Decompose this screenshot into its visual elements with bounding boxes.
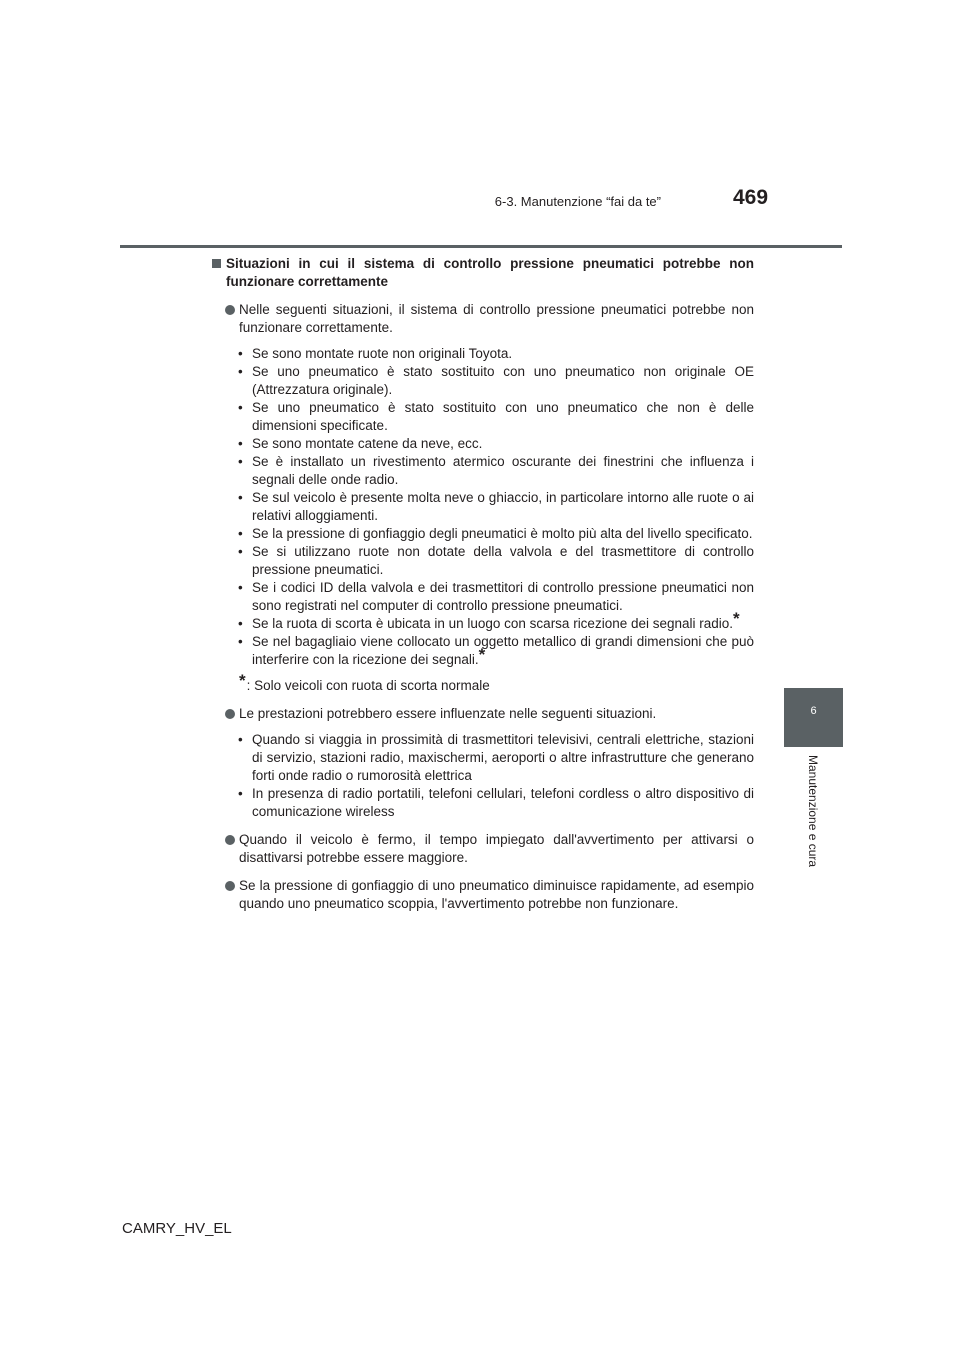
bullet-mark: • [238, 364, 243, 379]
list-item-text: Se la pressione di gonfiaggio degli pneumatici è molto più alta del livello specificato. [252, 526, 753, 541]
chapter-label: Manutenzione e cura [806, 755, 820, 868]
chapter-tab [784, 688, 843, 747]
chapter-label-box [784, 755, 843, 885]
footnote [239, 671, 754, 695]
list-item [238, 435, 754, 453]
bullet-mark: • [238, 346, 243, 361]
paragraph [212, 301, 754, 337]
document-code: CAMRY_HV_EL [122, 1220, 232, 1237]
list-item-text: Se sono montate ruote non originali Toyota. [252, 346, 513, 361]
paragraph-text: Quando il veicolo è fermo, il tempo impiegato dall'avvertimento per attivarsi o disattivarsi potrebbe essere maggiore. [239, 832, 754, 865]
paragraph-text: Le prestazioni potrebbero essere influenzate nelle seguenti situazioni. [239, 706, 657, 721]
asterisk-note-mark: * [733, 609, 740, 628]
list-item-text: Se la ruota di scorta è ubicata in un luogo con scarsa ricezione dei segnali radio. [252, 616, 734, 631]
list-item [238, 453, 754, 489]
list-item [238, 579, 754, 615]
bullet-mark: • [238, 544, 243, 559]
list-item-text: Quando si viaggia in prossimità di trasmettitori televisivi, centrali elettriche, stazioni di servizio, stazioni radio, maxischermi, aeroporti o altre infrastrutture che generano forti onde radio o rumorosità elettrica [252, 732, 754, 783]
list-item [238, 525, 754, 543]
situation-list [212, 731, 754, 821]
list-item [238, 543, 754, 579]
section-heading-text: Situazioni in cui il sistema di controllo pressione pneumatici potrebbe non funzionare correttamente [226, 256, 754, 289]
list-item-text: Se uno pneumatico è stato sostituito con uno pneumatico non originale OE (Attrezzatura originale). [252, 364, 754, 397]
square-bullet-icon [212, 259, 221, 268]
asterisk-note-mark: * [239, 671, 246, 690]
chapter-number: 6 [810, 705, 817, 717]
bullet-mark: • [238, 454, 243, 469]
bullet-mark: • [238, 616, 243, 631]
section-title: 6-3. Manutenzione “fai da te” [494, 194, 661, 209]
circle-bullet-icon [225, 305, 235, 315]
main-content [212, 255, 754, 913]
list-item [238, 345, 754, 363]
page-number: 469 [733, 186, 769, 209]
paragraph-text: Se la pressione di gonfiaggio di uno pneumatico diminuisce rapidamente, ad esempio quando uno pneumatico scoppia, l'avvertimento potrebbe non funzionare. [239, 878, 754, 911]
bullet-mark: • [238, 490, 243, 505]
section-heading [212, 255, 754, 291]
list-item [238, 363, 754, 399]
list-item-text: Se sul veicolo è presente molta neve o ghiaccio, in particolare intorno alle ruote o ai relativi alloggiamenti. [252, 490, 754, 523]
list-item [238, 399, 754, 435]
bullet-mark: • [238, 400, 243, 415]
bullet-mark: • [238, 634, 243, 649]
list-item-text: Se i codici ID della valvola e dei trasmettitori di controllo pressione pneumatici non sono registrati nel computer di controllo pressione pneumatici. [252, 580, 754, 613]
paragraph [212, 877, 754, 913]
asterisk-note-mark: * [478, 645, 486, 664]
circle-bullet-icon [225, 835, 235, 845]
circle-bullet-icon [225, 881, 235, 891]
list-item-text: Se sono montate catene da neve, ecc. [252, 436, 483, 451]
paragraph-text: Nelle seguenti situazioni, il sistema di controllo pressione pneumatici potrebbe non funzionare correttamente. [239, 302, 754, 335]
list-item [238, 489, 754, 525]
paragraph [212, 705, 754, 723]
list-item-text: Se è installato un rivestimento atermico oscurante dei finestrini che influenza i segnali delle onde radio. [252, 454, 754, 487]
list-item-text: Se nel bagagliaio viene collocato un oggetto metallico di grandi dimensioni che può interferire con la ricezione dei segnali. [252, 634, 754, 667]
bullet-mark: • [238, 436, 243, 451]
list-item-text: Se si utilizzano ruote non dotate della valvola e del trasmettitore di controllo pressione pneumatici. [252, 544, 754, 577]
list-item [238, 785, 754, 821]
bullet-mark: • [238, 786, 243, 801]
circle-bullet-icon [225, 709, 235, 719]
bullet-mark: • [238, 580, 243, 595]
list-item [238, 633, 754, 669]
situation-list [212, 345, 754, 669]
list-item [238, 609, 754, 633]
footnote-text: : Solo veicoli con ruota di scorta normale [246, 678, 490, 693]
list-item-text: Se uno pneumatico è stato sostituito con uno pneumatico che non è delle dimensioni specificate. [252, 400, 754, 433]
list-item-text: In presenza di radio portatili, telefoni cellulari, telefoni cordless o altro dispositivo di comunicazione wireless [252, 786, 754, 819]
header-divider [120, 245, 842, 248]
paragraph [212, 831, 754, 867]
list-item [238, 731, 754, 785]
bullet-mark: • [238, 526, 243, 541]
bullet-mark: • [238, 732, 243, 747]
